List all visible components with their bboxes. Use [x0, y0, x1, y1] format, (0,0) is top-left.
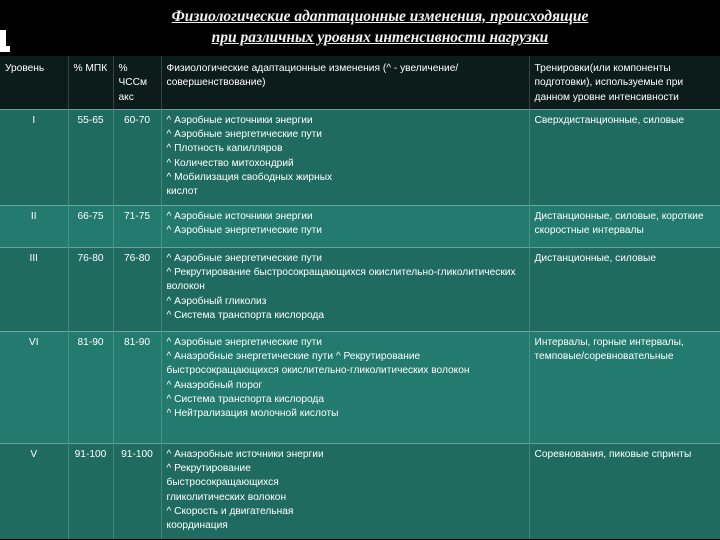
row-adaptations [161, 205, 529, 247]
adaptation-item: ^ Система транспорта кислорода [166, 393, 325, 405]
row-vo2: 55-65 [68, 109, 113, 205]
row-training: Соревнования, пиковые спринты [529, 443, 720, 539]
adaptation-item: ^ Нейтрализация молочной кислоты [166, 408, 339, 420]
adaptation-item: ^ Система транспорта кислорода [166, 309, 325, 321]
adaptation-item: ^ Аэробные энергетические пути [166, 252, 322, 264]
adaptation-item: ^ Анаэробные источники энергии [166, 448, 324, 460]
adaptation-item: ^ Количество митохондрий [166, 157, 294, 169]
adaptation-item: ^ Аэробные энергетические пути [166, 129, 322, 141]
row-level: V [0, 443, 68, 539]
row-training: Дистанционные, силовые, короткие скоростные интервалы [529, 205, 720, 247]
row-adaptations [161, 109, 529, 205]
row-hr: 60-70 [113, 109, 161, 205]
adaptation-item: ^ Рекрутирование быстросокращающихся гликолитических волокон [166, 462, 287, 503]
header-adaptations: Физиологические адаптационные изменения (^ - увеличение/ совершенствование) [161, 56, 529, 109]
intensity-table [0, 56, 720, 539]
row-training: Сверхдистанционные, силовые [529, 109, 720, 205]
row-hr: 71-75 [113, 205, 161, 247]
row-level: VI [0, 331, 68, 443]
adaptation-item: ^ Плотность капилляров [166, 143, 283, 155]
header-hr: % ЧССм акс [113, 56, 161, 109]
table-row [0, 205, 720, 247]
adaptation-item: ^ Аэробный гликолиз [166, 295, 267, 307]
table-row [0, 331, 720, 443]
adaptation-item: ^ Аэробные энергетические пути [166, 224, 322, 236]
header-vo2: % МПК [68, 56, 113, 109]
adaptation-item: ^ Анаэробный порог [166, 379, 263, 391]
header-training: Тренировки(или компоненты подготовки), используемые при данном уровне интенсивности [529, 56, 720, 109]
adaptation-item: ^ Аэробные источники энергии [166, 210, 313, 222]
header-level: Уровень [0, 56, 68, 109]
adaptation-item: ^ Рекрутирование быстросокращающихся окислительно-гликолитических волокон [166, 266, 516, 293]
row-adaptations [161, 331, 529, 443]
row-adaptations [161, 247, 529, 331]
adaptation-item: ^ Мобилизация свободных жирных кислот [166, 172, 333, 198]
row-level: I [0, 109, 68, 205]
table-header-row [0, 56, 720, 109]
row-level: III [0, 247, 68, 331]
row-hr: 81-90 [113, 331, 161, 443]
row-level: II [0, 205, 68, 247]
row-hr: 76-80 [113, 247, 161, 331]
row-training: Дистанционные, силовые [529, 247, 720, 331]
title-line-1: Физиологические адаптационные изменения, происходящие [171, 8, 589, 25]
page-title [100, 6, 660, 48]
row-vo2: 91-100 [68, 443, 113, 539]
adaptation-item: ^ Аэробные источники энергии [166, 114, 313, 126]
row-vo2: 66-75 [68, 205, 113, 247]
table-row [0, 247, 720, 331]
corner-mark-small [6, 46, 10, 52]
adaptation-item: ^ Скорость и двигательная координация [166, 505, 294, 532]
row-hr: 91-100 [113, 443, 161, 539]
table-row [0, 443, 720, 539]
title-line-2: при различных уровнях интенсивности нагрузки [211, 29, 549, 46]
adaptation-item: ^ Анаэробные энергетические пути ^ Рекрутирование быстросокращающихся окислительно-гликолитических волокон [166, 350, 470, 377]
adaptation-item: ^ Аэробные энергетические пути [166, 336, 322, 348]
row-vo2: 81-90 [68, 331, 113, 443]
row-vo2: 76-80 [68, 247, 113, 331]
table-row [0, 109, 720, 205]
row-training: Интервалы, горные интервалы, темповые/соревновательные [529, 331, 720, 443]
row-adaptations [161, 443, 529, 539]
